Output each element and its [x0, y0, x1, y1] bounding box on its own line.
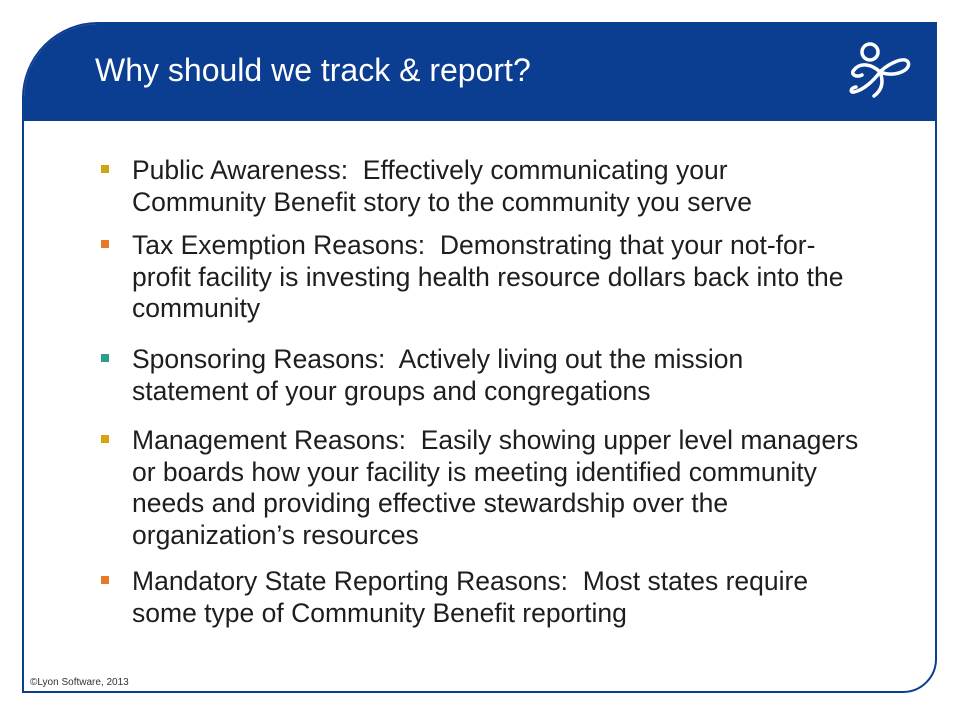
bullet-line: Management Reasons: Easily showing upper level managers: [132, 425, 859, 455]
bullet-line: Mandatory State Reporting Reasons: Most states require: [132, 566, 809, 596]
copyright-footer: ©Lyon Software, 2013: [30, 677, 129, 688]
bullet-line: or boards how your facility is meeting identified community: [132, 456, 817, 487]
square-bullet-icon: [101, 354, 109, 362]
bullet-line: statement of your groups and congregations: [132, 375, 651, 406]
bullet-line: community: [132, 293, 261, 323]
bullet-text: [132, 155, 892, 218]
slide-title: Why should we track & report?: [95, 52, 531, 88]
bullet-line: needs and providing effective stewardship over the: [132, 488, 729, 518]
logo-hand-shape: [853, 70, 862, 76]
square-bullet-icon: [101, 165, 109, 173]
square-bullet-icon: [101, 576, 109, 584]
square-bullet-icon: [101, 435, 109, 443]
bullet-text: [132, 230, 892, 325]
bullet-text: [132, 566, 892, 629]
bullet-line: some type of Community Benefit reporting: [132, 597, 627, 628]
person-figure-logo-icon: [846, 40, 916, 100]
bullet-line: profit facility is investing health resource dollars back into the: [132, 261, 844, 292]
bullet-line: Sponsoring Reasons: Actively living out the mission: [132, 344, 744, 374]
bullet-text: [132, 425, 892, 551]
bullet-line: Tax Exemption Reasons: Demonstrating that your not-for-: [132, 230, 816, 260]
bullet-line: Community Benefit story to the community you serve: [132, 186, 753, 217]
bullet-line: Public Awareness: Effectively communicating your: [132, 155, 728, 185]
square-bullet-icon: [101, 240, 109, 248]
bullet-line: organization’s resources: [132, 519, 419, 550]
bullet-text: [132, 344, 892, 407]
logo-head-shape: [862, 44, 878, 60]
